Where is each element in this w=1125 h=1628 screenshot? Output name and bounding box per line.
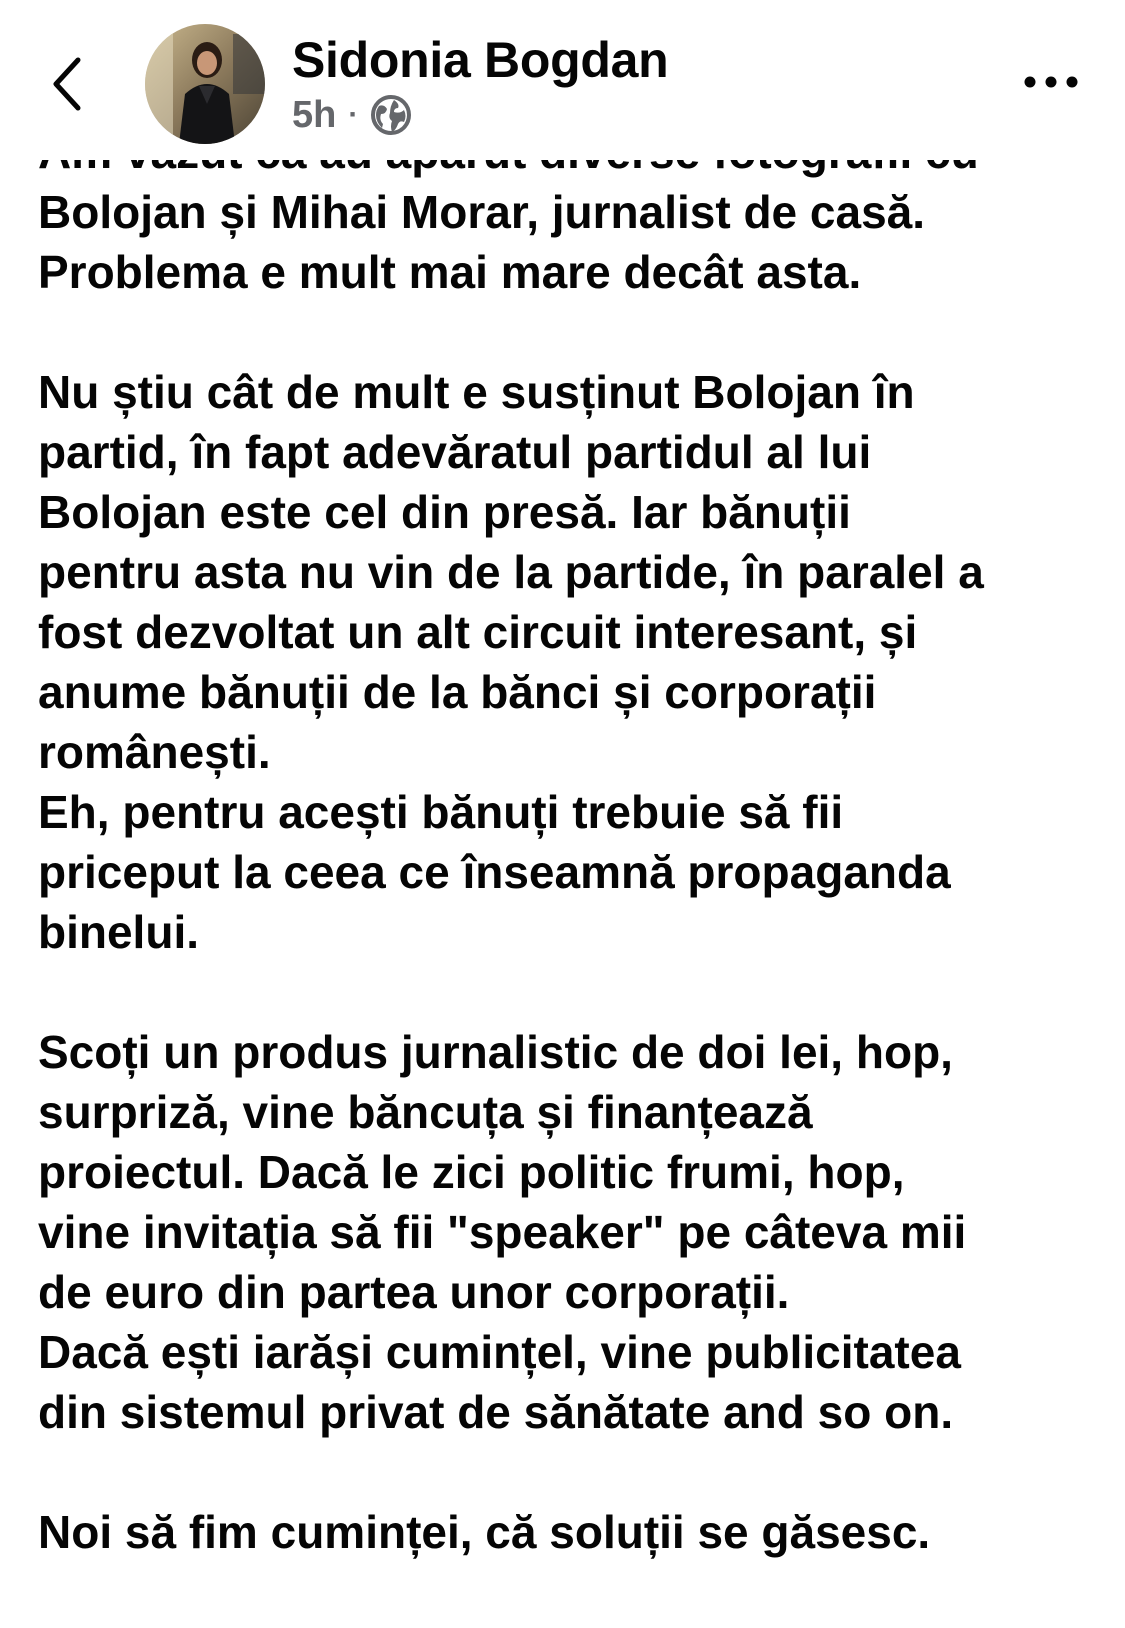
post-text-line: anume bănuții de la bănci și corporații — [38, 666, 877, 718]
post-text-line: fost dezvoltat un alt circuit interesant, și — [38, 606, 918, 658]
post-text-line: proiectul. Dacă le zici politic frumi, hop, — [38, 1146, 905, 1198]
more-horizontal-icon — [1020, 60, 1090, 105]
post-meta — [292, 90, 412, 140]
post-text-line: binelui. — [38, 906, 199, 958]
globe-icon[interactable] — [370, 94, 412, 136]
chevron-left-icon — [40, 48, 100, 118]
paragraph-break — [38, 1442, 1088, 1502]
post-text-line: vine invitația să fii "speaker" pe câteva mii — [38, 1206, 967, 1258]
post-text-line: Noi să fim cuminței, că soluții se găsesc. — [38, 1506, 931, 1558]
post-text-line: din sistemul privat de sănătate and so on. — [38, 1386, 954, 1438]
post-text-line: Problema e mult mai mare decât asta. — [38, 246, 862, 298]
post-text-line: Dacă ești iarăși cumințel, vine publicitatea — [38, 1326, 961, 1378]
post-timestamp[interactable]: 5h — [292, 93, 337, 136]
post-text-line: de euro din partea unor corporații. — [38, 1266, 790, 1318]
avatar[interactable] — [145, 24, 265, 144]
post-text-line: Bolojan este cel din presă. Iar bănuții — [38, 486, 851, 538]
profile-photo — [145, 24, 265, 144]
post-text-line: pentru asta nu vin de la partide, în paralel a — [38, 546, 984, 598]
post-text-line: priceput la ceea ce înseamnă propaganda — [38, 846, 951, 898]
back-button[interactable] — [40, 48, 100, 118]
author-name[interactable]: Sidonia Bogdan — [292, 32, 669, 88]
post-text-line: Scoți un produs jurnalistic de doi lei, hop, — [38, 1026, 953, 1078]
post-text-line: surpriză, vine băncuța și finanțează — [38, 1086, 813, 1138]
post-text-line: Nu știu cât de mult e susținut Bolojan în — [38, 366, 915, 418]
post-text-line: partid, în fapt adevăratul partidul al lui — [38, 426, 872, 478]
more-options-button[interactable] — [1020, 60, 1090, 105]
post-text — [38, 122, 1088, 1562]
paragraph-break — [38, 962, 1088, 1022]
paragraph-break — [38, 302, 1088, 362]
meta-separator: · — [348, 98, 359, 131]
post-header — [0, 0, 1125, 160]
post-text-line: românești. — [38, 726, 271, 778]
post-text-line: Eh, pentru acești bănuți trebuie să fii — [38, 786, 844, 838]
post-text-line: Bolojan și Mihai Morar, jurnalist de casă. — [38, 186, 926, 238]
